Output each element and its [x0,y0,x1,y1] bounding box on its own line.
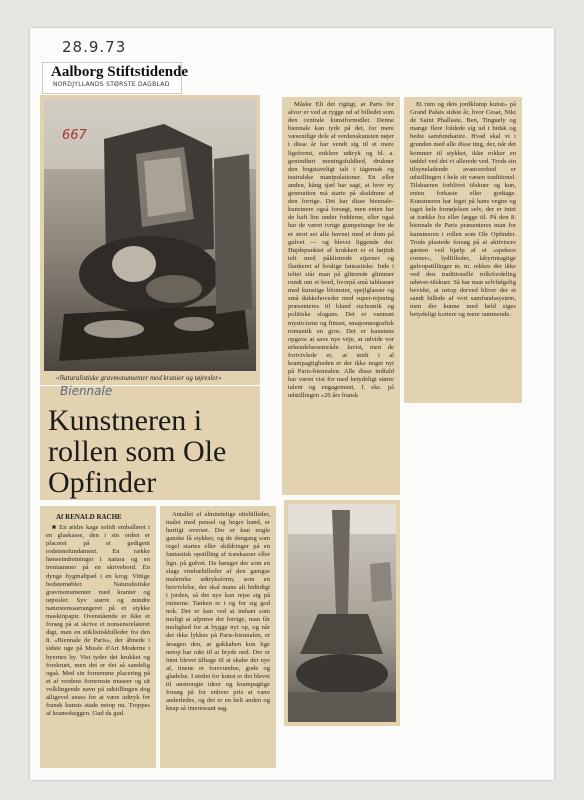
handwritten-date: 28.9.73 [62,38,127,56]
newspaper-masthead [42,62,189,94]
column-1-text: ■ En ældre kage solidt emballeret i en glaskasse, den i sin orden er placeret på et gedigent rodstensfundament. En række hønseindretninger i natura og en trentammer på en skrivebord. En dynge bygmaltpæl i en krog. Vittige bedstemøbler. Naturalistiske gravmonumenter med kranier og tøjresler. Syv større og mindre naturstenssarrangeret på et stykke maskinpapir. Ovenstående er ikke et forsøg på at skrive et nonsensrelateret digt, men en stiklistiskbilleder fra den 8. «Biennale de Paris», der åbnede i sidste uge på Musée d'Art Moderne i byernes by. Vist tyder det krukket og forskruet, men det er det så sandelig også. Med sin fornemme placering på et af verdens fornemste museer og sit velklingende navn på udstillingen dog alligevel anses for at være udtryk for fransk kunsts stade netop nu. Troppes af kraneskeggen. Gud da gud. [46,524,150,718]
column-2-text: Antallet af almindelige oliebilleder, malet med pensel og hegre hand, er hurtigt overset. Der er kun nogle ganske få stykker, og de dengang som regel startes eller skildringer på en fantastisk opstilling af træskasser eller lign. på gulvet. De hænger der som en slags vinduebilleder af den gængse malerirke udtryksform, som en betvivlelse, der skal mane alt hidtidigt i jorden, så det nye kan rejse sig på ruinerne. Tanken er i og for sig god nok. Det er kun ved at indsæt som muligt at afprøve det forrige, man får mulighed for at bygge nyt op, og når det ikke lykkes på Paris-biennalen, er årsagen den, at gakkahen kun lige netop har rakt til at bryde ned. Der er intet blevet tilbage til at skabe det nye af, tinene er forsvundne, gode og gladelse. I stedet for kunst er det blevet til anstrengte ideer og krampagtige forsøg på for enhver pris at være anderledes, og det er en helt anden og knap så interessant sag. [166,511,270,713]
article-byline: Af RENALD RACHE [56,513,122,521]
column-3-text: Måske Eli det rigtigt, at Paris for alvor er ved at rygge ud af billedet som den centrale kunstformidler. Denne biennale kan tyde på det, for mere væsentlige dele af verdenskunsten nøjer i disse år har vendt sig til et mere ligefremt, enklere udtryk og bl. a. genindført meningsfuldhed, drukner den bogstaveligt talt i tågemak og teatralske manipulationer. En eller anden, kång sjæl har sagt, at hver ny generation må starte på skuldrene af den forrige. Det har disse biennale-kunstnere også forsøgt, men enten har de haft lim under fodderne, eller også har de været ivrige gumpetunge for de er stort set alle havnet med et drøn på gulvet — og blevet liggende der. Højdepunktet af krukkeri er et højtidt telt med påklistrede stjerner og flankeret af hvalige fantastiske. Inde i teltet står man på glitrende glimmer rundt om et bord, hvorpå små tableauer med kunstige blomster, spejlglasser og små dukkehoveder med super-rejsning præsenteres til bland ruchomik og politiske slogans. Det er vanmæt mysticisme og fimset, smaponnografisk romantik en gros. Det er kunstens opgave at save nye veje, at udvide vor erkendelsesområde. Javist, men de fortvivlede er, at midt i al krampagtigheden er der ikke noget nyt på Paris-biennalen. Alle disse indfald har været vist for med betydeligt større talent og engagement, f. eks. på udstillingen «20 års fransk [288,101,394,400]
photo-installation-image [288,504,396,722]
article-column-2 [166,511,270,763]
newspaper-subtitle: NORDJYLLANDS STØRSTE DAGBLAD [53,81,170,88]
pencil-page-number: 667 [62,128,87,143]
article-column-1 [46,524,150,764]
photo-installation [288,504,396,722]
photo-caption: «Naturalistiske gravmonumenter med kranier og tøjresler» [56,374,222,382]
article-column-4 [410,101,516,399]
article-column-3 [288,101,394,491]
pencil-annotation: Biennale [60,384,113,398]
article-headline: Kunstneren i rollen som Ole Opfinder [48,404,227,499]
column-4-text: Et rum og dets jordklump kunst» på Grand Palais sidste år, hvor Cesar, Niki de Saint Phallaste, Ben, Tinguely og mange flere foldede sig ud i bidsk og bedst samfundsatire. Hvad skal vi i grunden med alle disse ting, der, når det kommer til stykket, ikke rokker en tøddel ved det vi allerede ved. Trods sin tilsyneladende avanceerhed er udstillingen i hele sit væsen traditionel. Tilskueren forblivet tilskuer og kun, enten forkaste eller godtage. Kunstneren har leget på hans vegne og taget hele fornøjelsen selv, der er intet at trække fra eller lægge til. På den 8. biennale de Paris præsenteres man for kunstneren i rollen som Ole Opfinder. Trods plastede forsøg på at aktiviscre gæsten ved hjælp af et «spekers corner», lydfilleder, labyrintagtige gulvopstillinger m. m. rekkes der ikke ved den traditionelle rollefordeling udøver-tilskuer. Så har man selvfølgelig bevidst, at netop derved bliver der et sandt billede af vort samfundssystem, men der kunne med held siges betydeligt kortere og mere rammende. [410,101,516,319]
newspaper-name: Aalborg Stiftstidende [51,64,189,80]
